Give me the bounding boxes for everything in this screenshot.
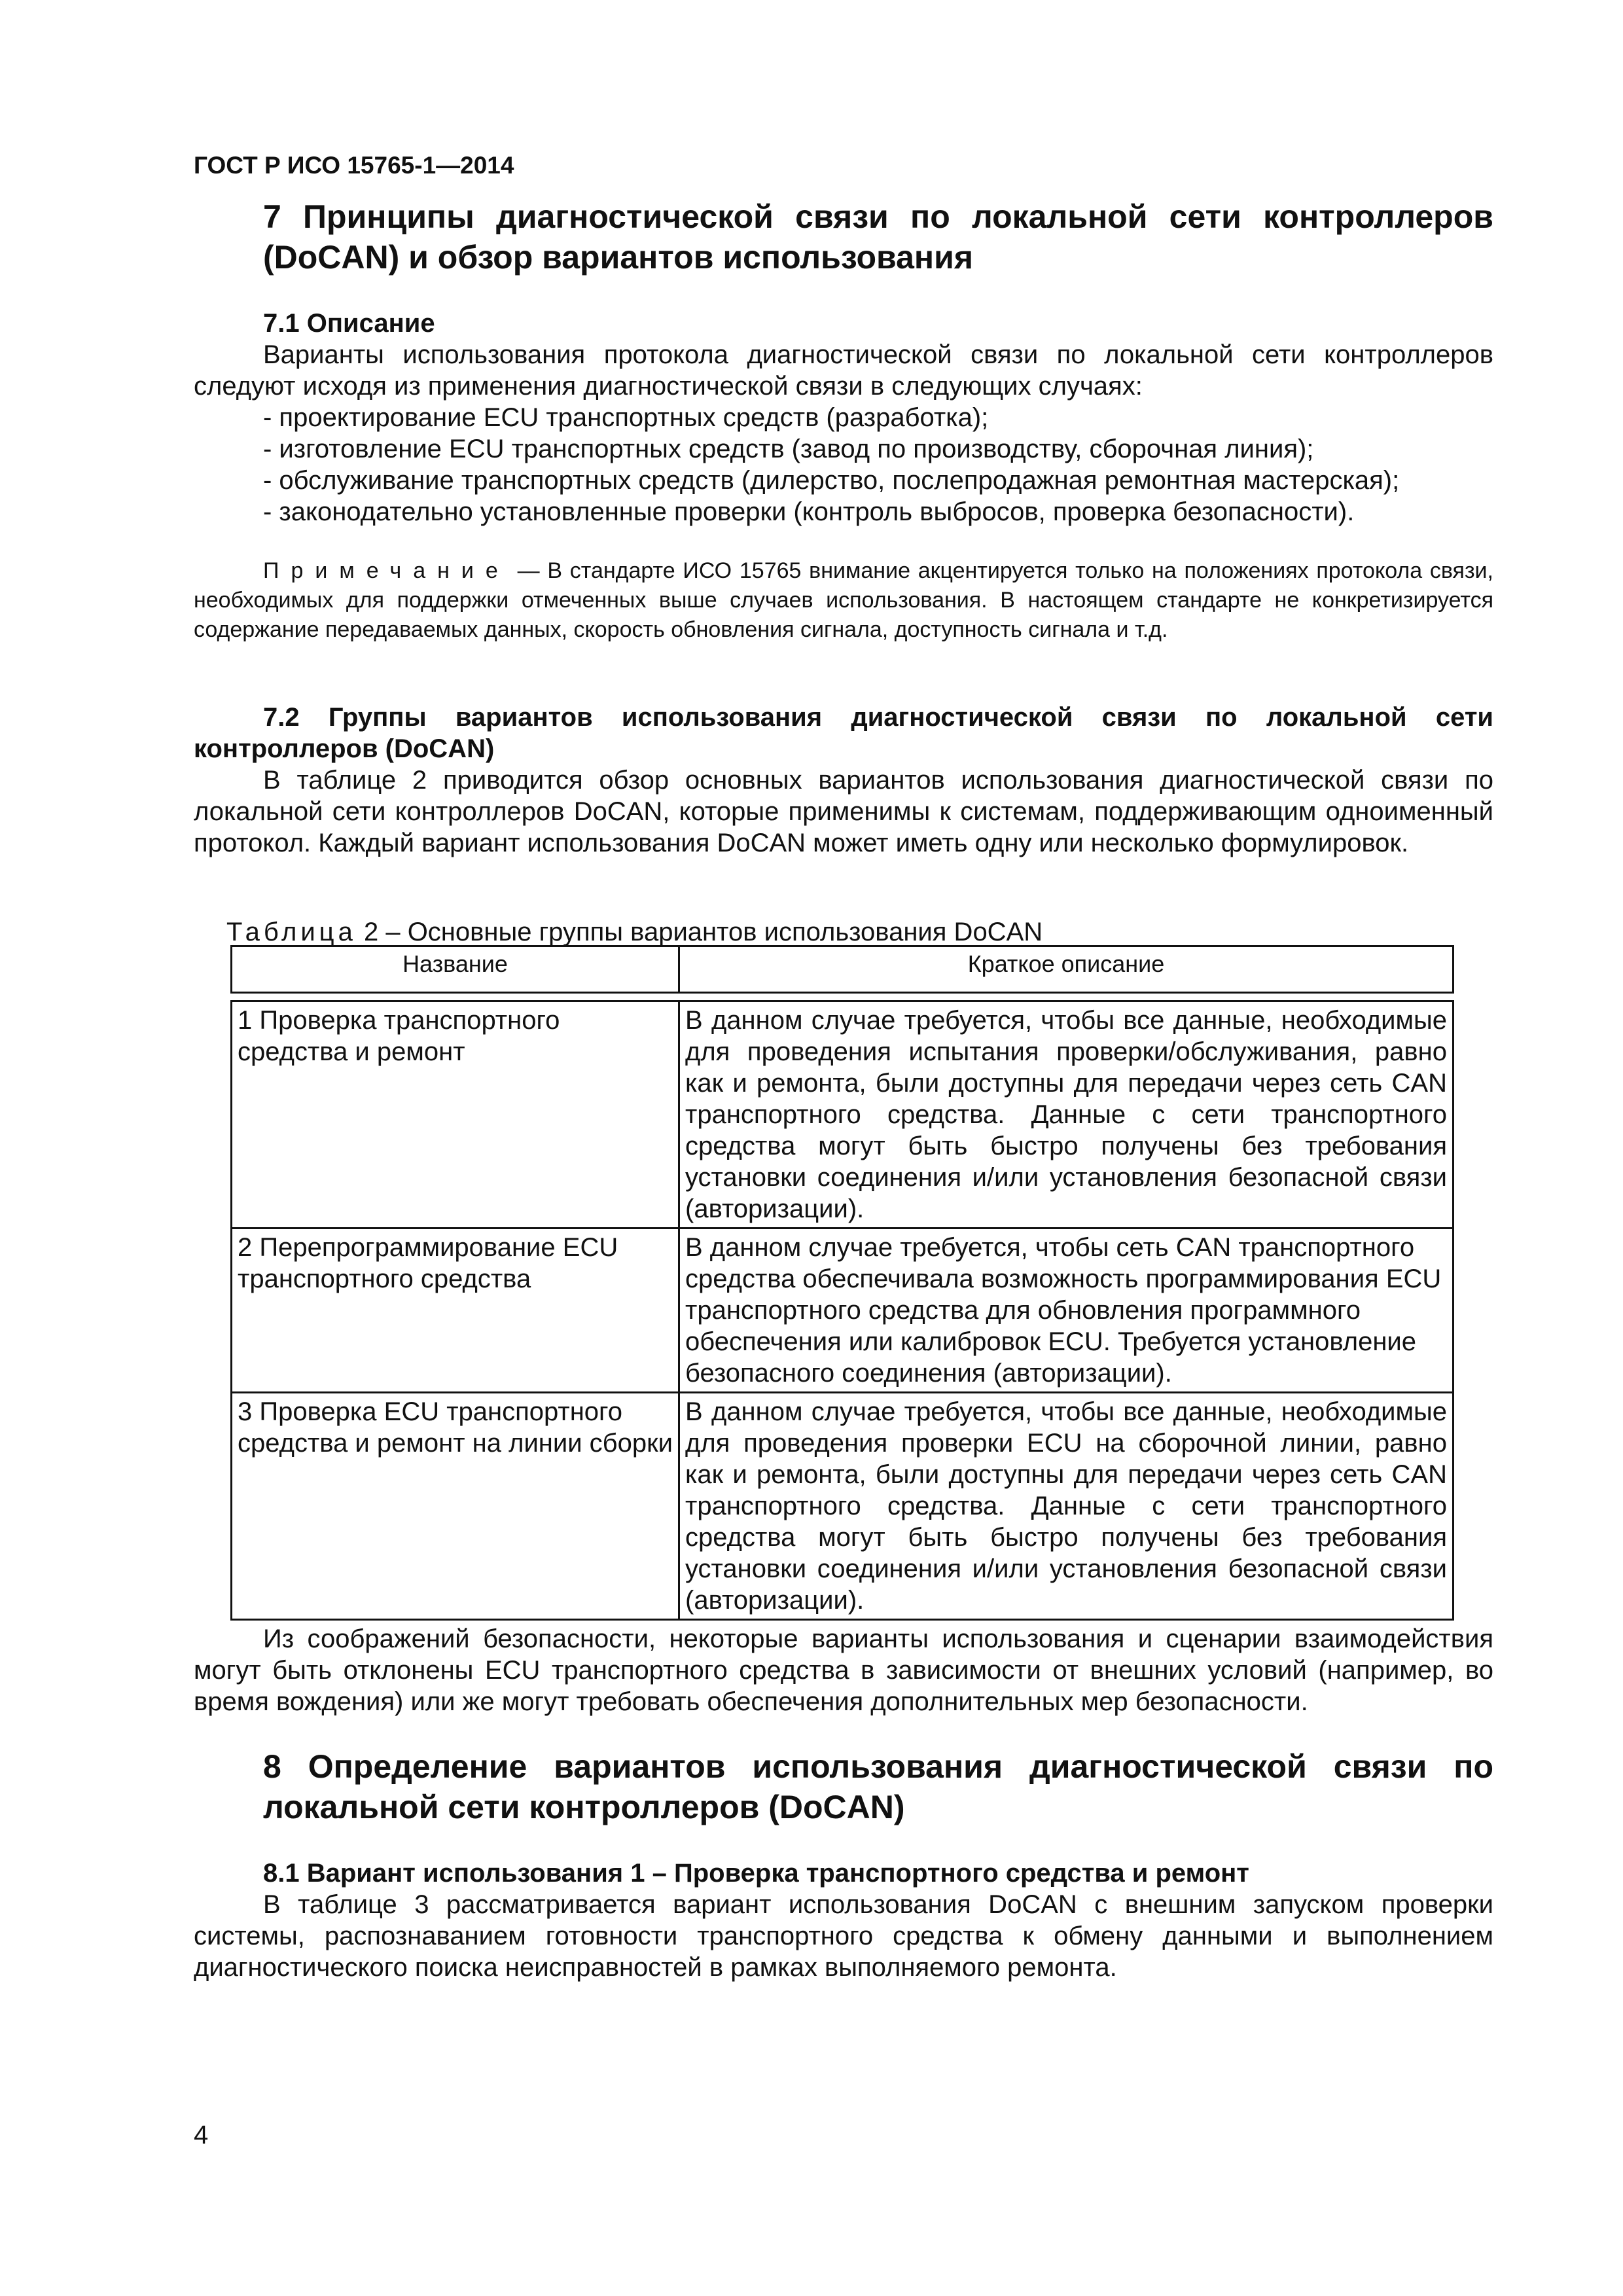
table-header-row [232,946,1454,993]
table-caption-text: 2 – Основные группы вариантов использования DoCAN [363,918,1043,946]
table-2 [230,945,1454,1621]
list-item: - обслуживание транспортных средств (дилерство, послепродажная ремонтная мастерская); [263,466,1400,495]
section-7-1-intro: Варианты использования протокола диагностической связи по локальной сети контроллеров следуют исходя из применения диагностической связи в следующих случаях: [194,340,1493,401]
list-item: - законодательно установленные проверки (контроль выбросов, проверка безопасности). [263,497,1355,526]
section-7-2-heading: 7.2 Группы вариантов использования диагностической связи по локальной сети контроллеров (DoCAN) [194,703,1493,763]
section-8-title: 8 Определение вариантов использования диагностической связи по локальной сети контроллеров (DoCAN) [263,1748,1493,1825]
table-cell-description: В данном случае требуется, чтобы все данные, необходимые для проведения проверки ECU на сборочной линии, равно как и ремонта, были доступны для передачи через сеть CAN транспортного средства. Данные с сети транспортного средства могут быть быстро получены без требования установки соединения и/или установления безопасной связи (авторизации). [679,1393,1454,1620]
table-row [232,1229,1454,1393]
section-8-1-text: В таблице 3 рассматривается вариант использования DoCAN с внешним запуском проверки системы, распознаванием готовности транспортного средства к обмену данными и выполнением диагностического поиска неисправностей в рамках выполняемого ремонта. [194,1890,1493,1982]
note-text: — В стандарте ИСО 15765 внимание акцентируется только на положениях протокола связи, необходимых для поддержки отмеченных выше случаев использования. В настоящем стандарте не конкретизируется содержание передаваемых данных, скорость обновления сигнала, доступность сигнала и т.д. [194,558,1493,642]
section-7-1-heading: 7.1 Описание [263,309,435,338]
section-8-1-heading: 8.1 Вариант использования 1 – Проверка транспортного средства и ремонт [263,1859,1249,1888]
after-table-paragraph: Из соображений безопасности, некоторые варианты использования и сценарии взаимодействия могут быть отклонены ECU транспортного средства в зависимости от внешних условий (например, во время вождения) или же могут требовать обеспечения дополнительных мер безопасности. [194,1624,1493,1716]
table-cell-name: 2 Перепрограммирование ECU транспортного средства [232,1229,679,1393]
standard-identifier: ГОСТ Р ИСО 15765-1—2014 [194,152,514,179]
table-caption-label: Таблица [226,918,357,946]
table-2-caption [226,916,1043,948]
table-cell-description: В данном случае требуется, чтобы сеть CAN транспортного средства обеспечивала возможность программирования ECU транспортного средства для обновления программного обеспечения или калибровок ECU. Требуется установление безопасного соединения (авторизации). [679,1229,1454,1393]
table-row [232,1001,1454,1229]
usage-cases-list [263,402,1493,528]
section-7-title: 7 Принципы диагностической связи по локальной сети контроллеров (DoCAN) и обзор вариантов использования [263,198,1493,276]
section-7-2-text: В таблице 2 приводится обзор основных вариантов использования диагностической связи по локальной сети контроллеров DoCAN, которые применимы к системам, поддерживающим одноименный протокол. Каждый вариант использования DoCAN может иметь одну или несколько формулировок. [194,766,1493,857]
table-cell-name: 1 Проверка транспортного средства и ремонт [232,1001,679,1229]
table-cell-description: В данном случае требуется, чтобы все данные, необходимые для проведения испытания проверки/обслуживания, равно как и ремонта, были доступны для передачи через сеть CAN транспортного средства. Данные с сети транспортного средства могут быть быстро получены без требования установки соединения и/или установления безопасной связи (авторизации). [679,1001,1454,1229]
table-cell-name: 3 Проверка ECU транспортного средства и ремонт на линии сборки [232,1393,679,1620]
list-item: - проектирование ECU транспортных средств (разработка); [263,403,989,432]
list-item: - изготовление ECU транспортных средств (завод по производству, сборочная линия); [263,435,1314,463]
table-row [232,1393,1454,1620]
column-header-name: Название [232,946,679,993]
page-number: 4 [194,2121,209,2149]
note-label: Примечание [263,558,510,583]
table-spacer-row [232,993,1454,1001]
note-paragraph [194,556,1493,645]
column-header-description: Краткое описание [679,946,1454,993]
